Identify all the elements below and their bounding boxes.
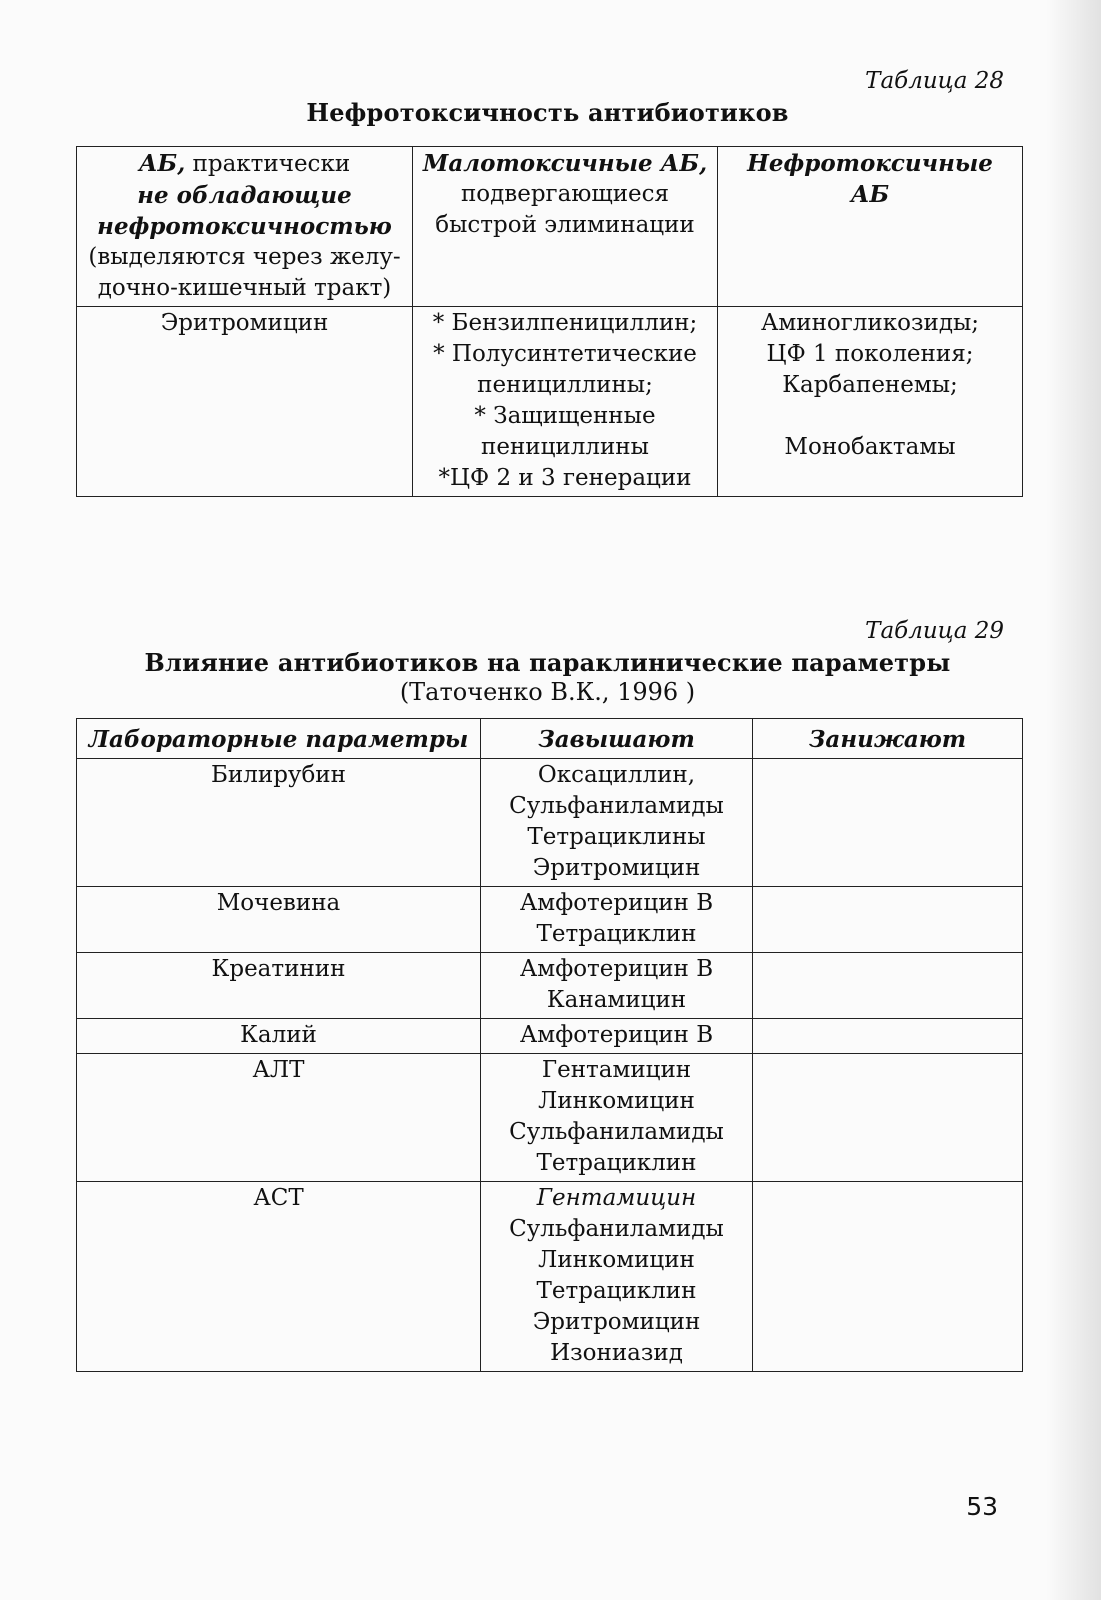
increase-cell: Гентамицин Линкомицин Сульфаниламиды Тетрациклин [481,1054,753,1182]
param-cell: Билирубин [77,759,481,887]
increase-cell: Амфотерицин В [481,1019,753,1054]
page-edge-shadow [1046,0,1101,1600]
table-row [77,953,1023,1019]
paraclinical-table [76,718,1023,1372]
param-cell: Калий [77,1019,481,1054]
decrease-cell [753,953,1023,1019]
decrease-cell [753,1182,1023,1372]
decrease-cell [753,759,1023,887]
table-row [77,759,1023,887]
decrease-cell [753,1054,1023,1182]
table-row [77,887,1023,953]
nephrotoxicity-table [76,146,1023,497]
cell-nontoxic: Эритромицин [77,307,413,497]
table-row [77,307,1023,497]
table-header-row [77,147,1023,307]
table-29-title: Влияние антибиотиков на параклинические параметры [144,648,951,677]
param-cell: Мочевина [77,887,481,953]
param-cell: АЛТ [77,1054,481,1182]
param-cell: Креатинин [77,953,481,1019]
header-increase: Завышают [481,719,753,759]
table-row [77,1054,1023,1182]
cell-nephrotoxic: Аминогликозиды; ЦФ 1 поколения; Карбапенемы; Монобактамы [718,307,1023,497]
decrease-cell [753,887,1023,953]
increase-cell: Амфотерицин В Канамицин [481,953,753,1019]
page-number: 53 [966,1492,998,1521]
table-row [77,1019,1023,1054]
table-28-label: Таблица 28 [865,68,1004,94]
increase-cell: Амфотерицин В Тетрациклин [481,887,753,953]
header-low-toxic: Малотоксичные АБ, подвергающиеся быстрой элиминации [413,147,718,307]
increase-cell: Оксациллин, Сульфаниламиды Тетрациклины Эритромицин [481,759,753,887]
header-nephrotoxic: Нефротоксичные АБ [718,147,1023,307]
cell-low-toxic: * Бензилпенициллин; * Полусинтетические пенициллины; * Защищенные пенициллины *ЦФ 2 и 3 генерации [413,307,718,497]
increase-cell: Гентамицин Сульфаниламиды Линкомицин Тетрациклин Эритромицин Изониазид [481,1182,753,1372]
table-28-title: Нефротоксичность антибиотиков [306,98,789,127]
table-29-label: Таблица 29 [865,618,1004,644]
table-row [77,1182,1023,1372]
table-29-subtitle: (Таточенко В.К., 1996 ) [399,678,696,706]
header-lab-params: Лабораторные параметры [77,719,481,759]
param-cell: АСТ [77,1182,481,1372]
header-decrease: Занижают [753,719,1023,759]
decrease-cell [753,1019,1023,1054]
header-nontoxic: АБ, практически не обладающие нефротоксичностью (выделяются через желу- дочно-кишечный тракт) [77,147,413,307]
table-header-row [77,719,1023,759]
